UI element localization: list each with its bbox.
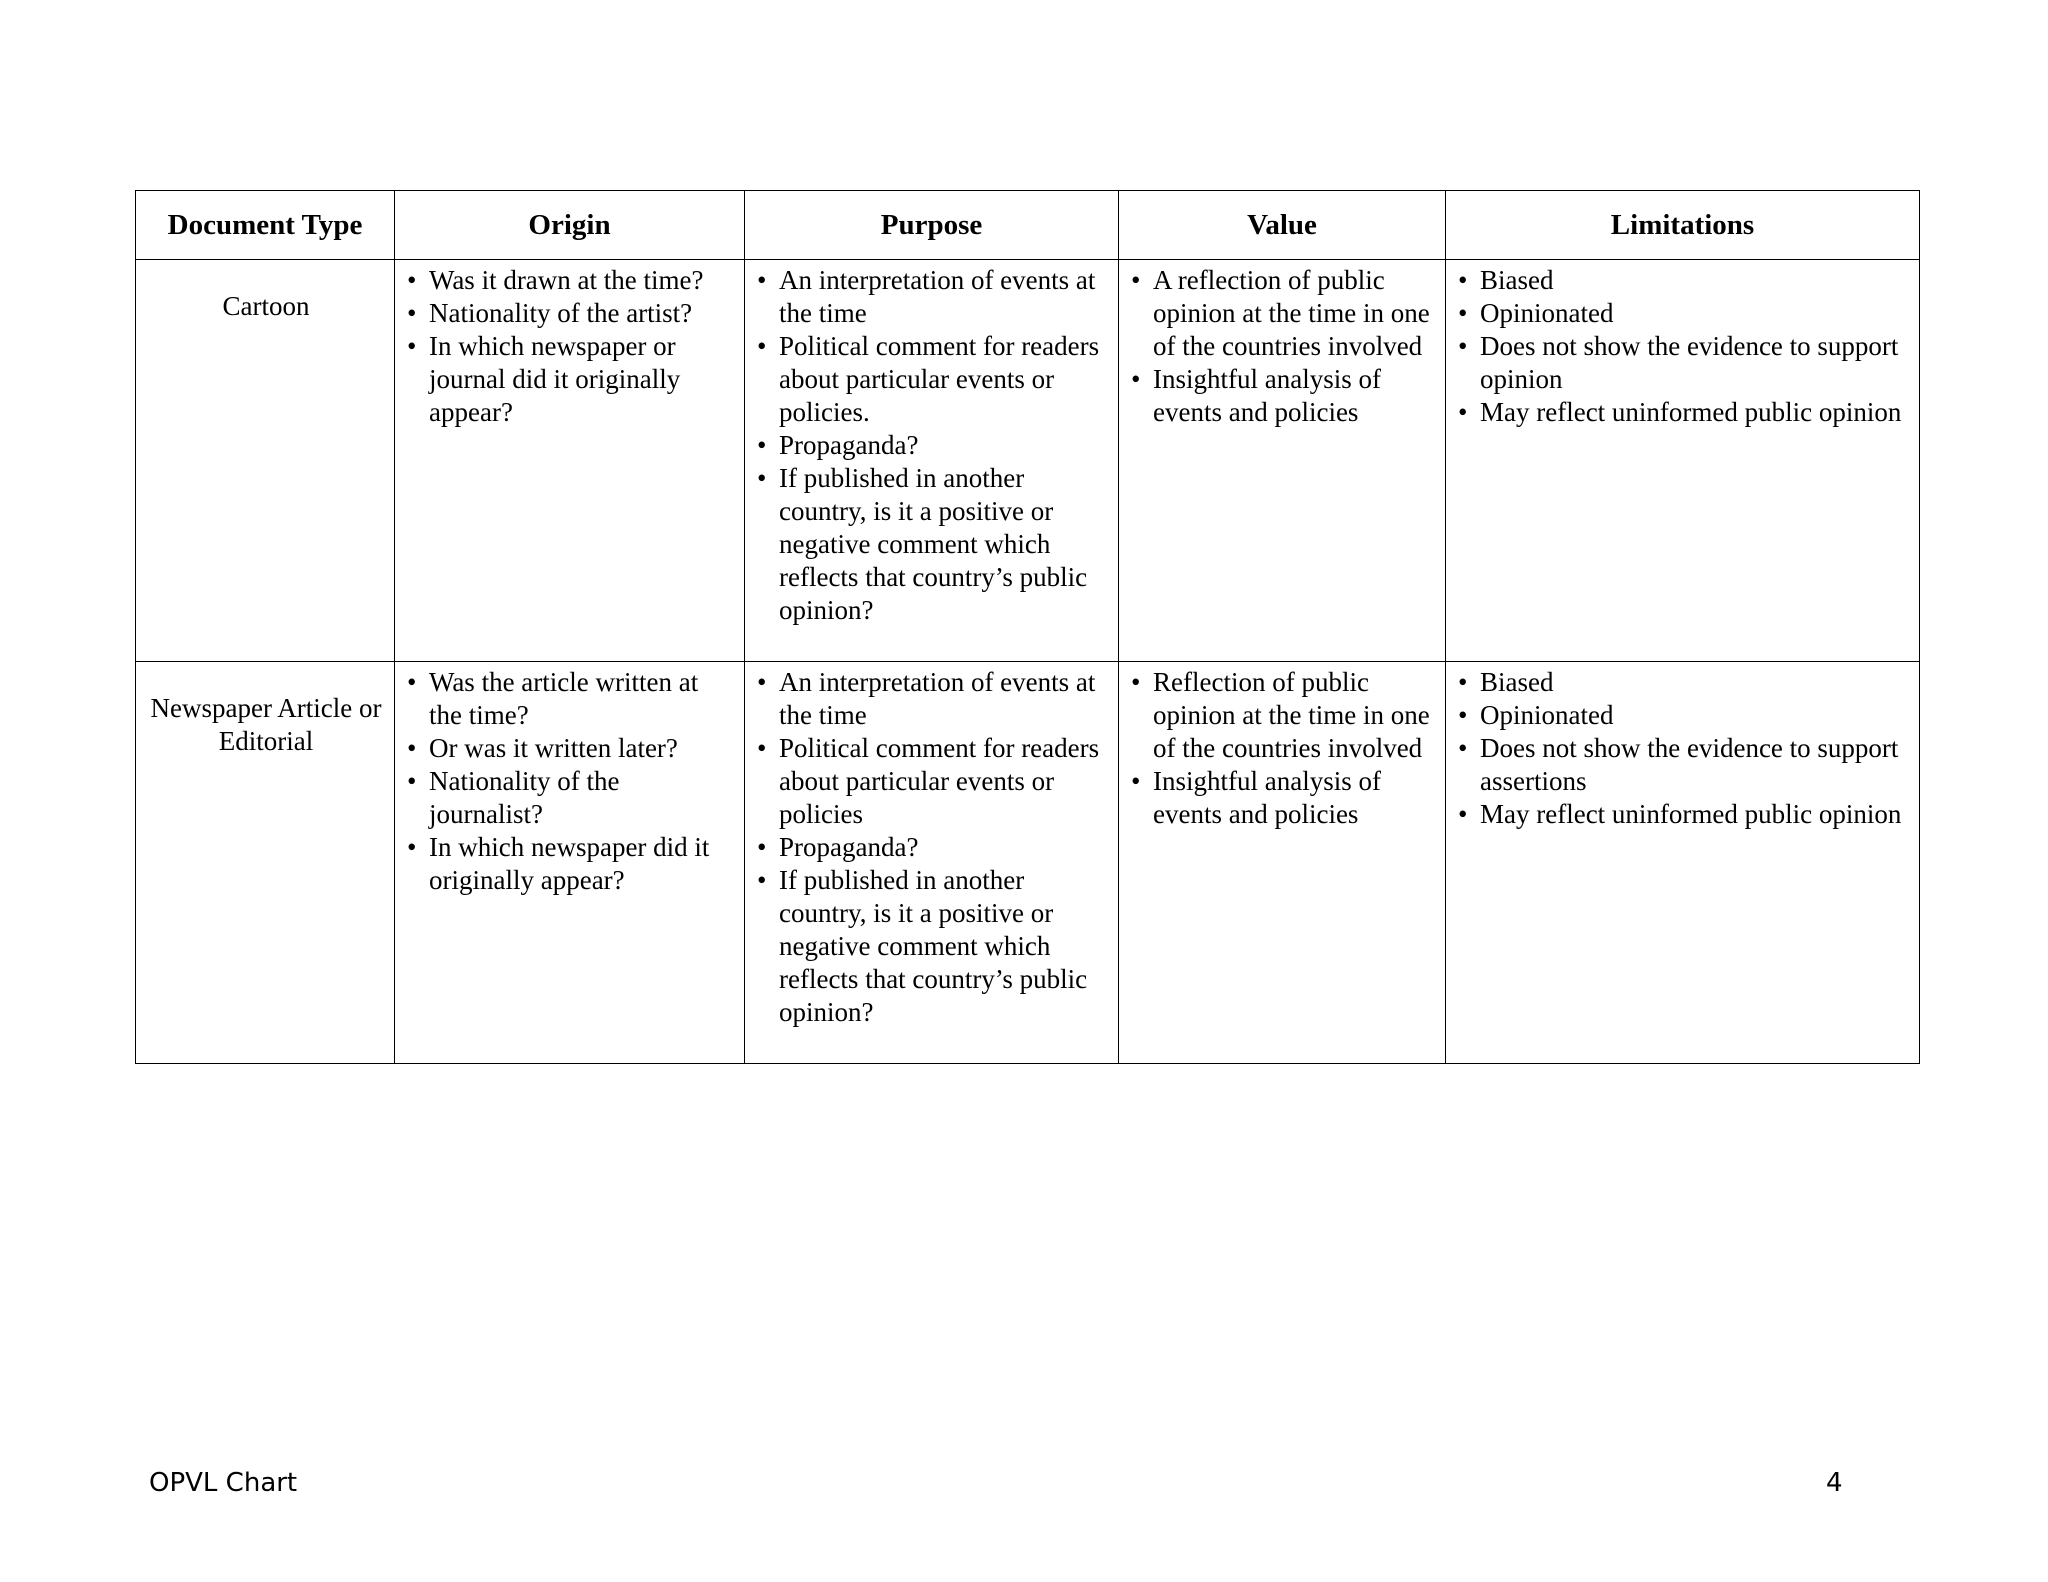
- list-item: • Does not show the evidence to support opinion: [1456, 330, 1911, 396]
- list-item: • May reflect uninformed public opinion: [1456, 396, 1911, 429]
- list-item: • Biased: [1456, 666, 1911, 699]
- header-origin: Origin: [395, 191, 745, 260]
- list-item: • Insightful analysis of events and policies: [1129, 363, 1437, 429]
- list-item: • Biased: [1456, 264, 1911, 297]
- header-limitations: Limitations: [1446, 191, 1920, 260]
- list-item: • In which newspaper or journal did it originally appear?: [405, 330, 736, 429]
- purpose-cell: [745, 260, 1119, 662]
- list-item: • Or was it written later?: [405, 732, 736, 765]
- page-number: 4: [1826, 1468, 1843, 1498]
- list-item: • Opinionated: [1456, 297, 1911, 330]
- list-item: • Nationality of the artist?: [405, 297, 736, 330]
- list-item: • Was it drawn at the time?: [405, 264, 736, 297]
- origin-cell: [395, 260, 745, 662]
- purpose-list: [755, 264, 1110, 627]
- table-row: [136, 260, 1920, 662]
- value-cell: [1119, 662, 1446, 1064]
- header-purpose: Purpose: [745, 191, 1119, 260]
- list-item: • If published in another country, is it a positive or negative comment which reflects that country’s public opinion?: [755, 462, 1110, 627]
- value-list: [1129, 264, 1437, 429]
- list-item: • May reflect uninformed public opinion: [1456, 798, 1911, 831]
- value-cell: [1119, 260, 1446, 662]
- limitations-cell: [1446, 662, 1920, 1064]
- list-item: • Does not show the evidence to support assertions: [1456, 732, 1911, 798]
- list-item: • Propaganda?: [755, 429, 1110, 462]
- list-item: • Political comment for readers about particular events or policies.: [755, 330, 1110, 429]
- origin-list: [405, 264, 736, 429]
- purpose-list: [755, 666, 1110, 1029]
- list-item: • In which newspaper did it originally appear?: [405, 831, 736, 897]
- list-item: • Opinionated: [1456, 699, 1911, 732]
- list-item: • If published in another country, is it a positive or negative comment which reflects that country’s public opinion?: [755, 864, 1110, 1029]
- limitations-cell: [1446, 260, 1920, 662]
- footer-title: OPVL Chart: [149, 1468, 298, 1498]
- list-item: • Was the article written at the time?: [405, 666, 736, 732]
- document-type-cell: Newspaper Article or Editorial: [136, 662, 395, 1064]
- list-item: • Propaganda?: [755, 831, 1110, 864]
- value-list: [1129, 666, 1437, 831]
- list-item: • Political comment for readers about particular events or policies: [755, 732, 1110, 831]
- header-document-type: Document Type: [136, 191, 395, 260]
- list-item: • An interpretation of events at the time: [755, 264, 1110, 330]
- table-header-row: [136, 191, 1920, 260]
- origin-list: [405, 666, 736, 897]
- opvl-table: [135, 190, 1920, 1064]
- table-row: [136, 662, 1920, 1064]
- document-type-cell: Cartoon: [136, 260, 395, 662]
- list-item: • A reflection of public opinion at the time in one of the countries involved: [1129, 264, 1437, 363]
- list-item: • Insightful analysis of events and policies: [1129, 765, 1437, 831]
- list-item: • Reflection of public opinion at the time in one of the countries involved: [1129, 666, 1437, 765]
- header-value: Value: [1119, 191, 1446, 260]
- list-item: • An interpretation of events at the time: [755, 666, 1110, 732]
- origin-cell: [395, 662, 745, 1064]
- limitations-list: [1456, 666, 1911, 831]
- list-item: • Nationality of the journalist?: [405, 765, 736, 831]
- purpose-cell: [745, 662, 1119, 1064]
- limitations-list: [1456, 264, 1911, 429]
